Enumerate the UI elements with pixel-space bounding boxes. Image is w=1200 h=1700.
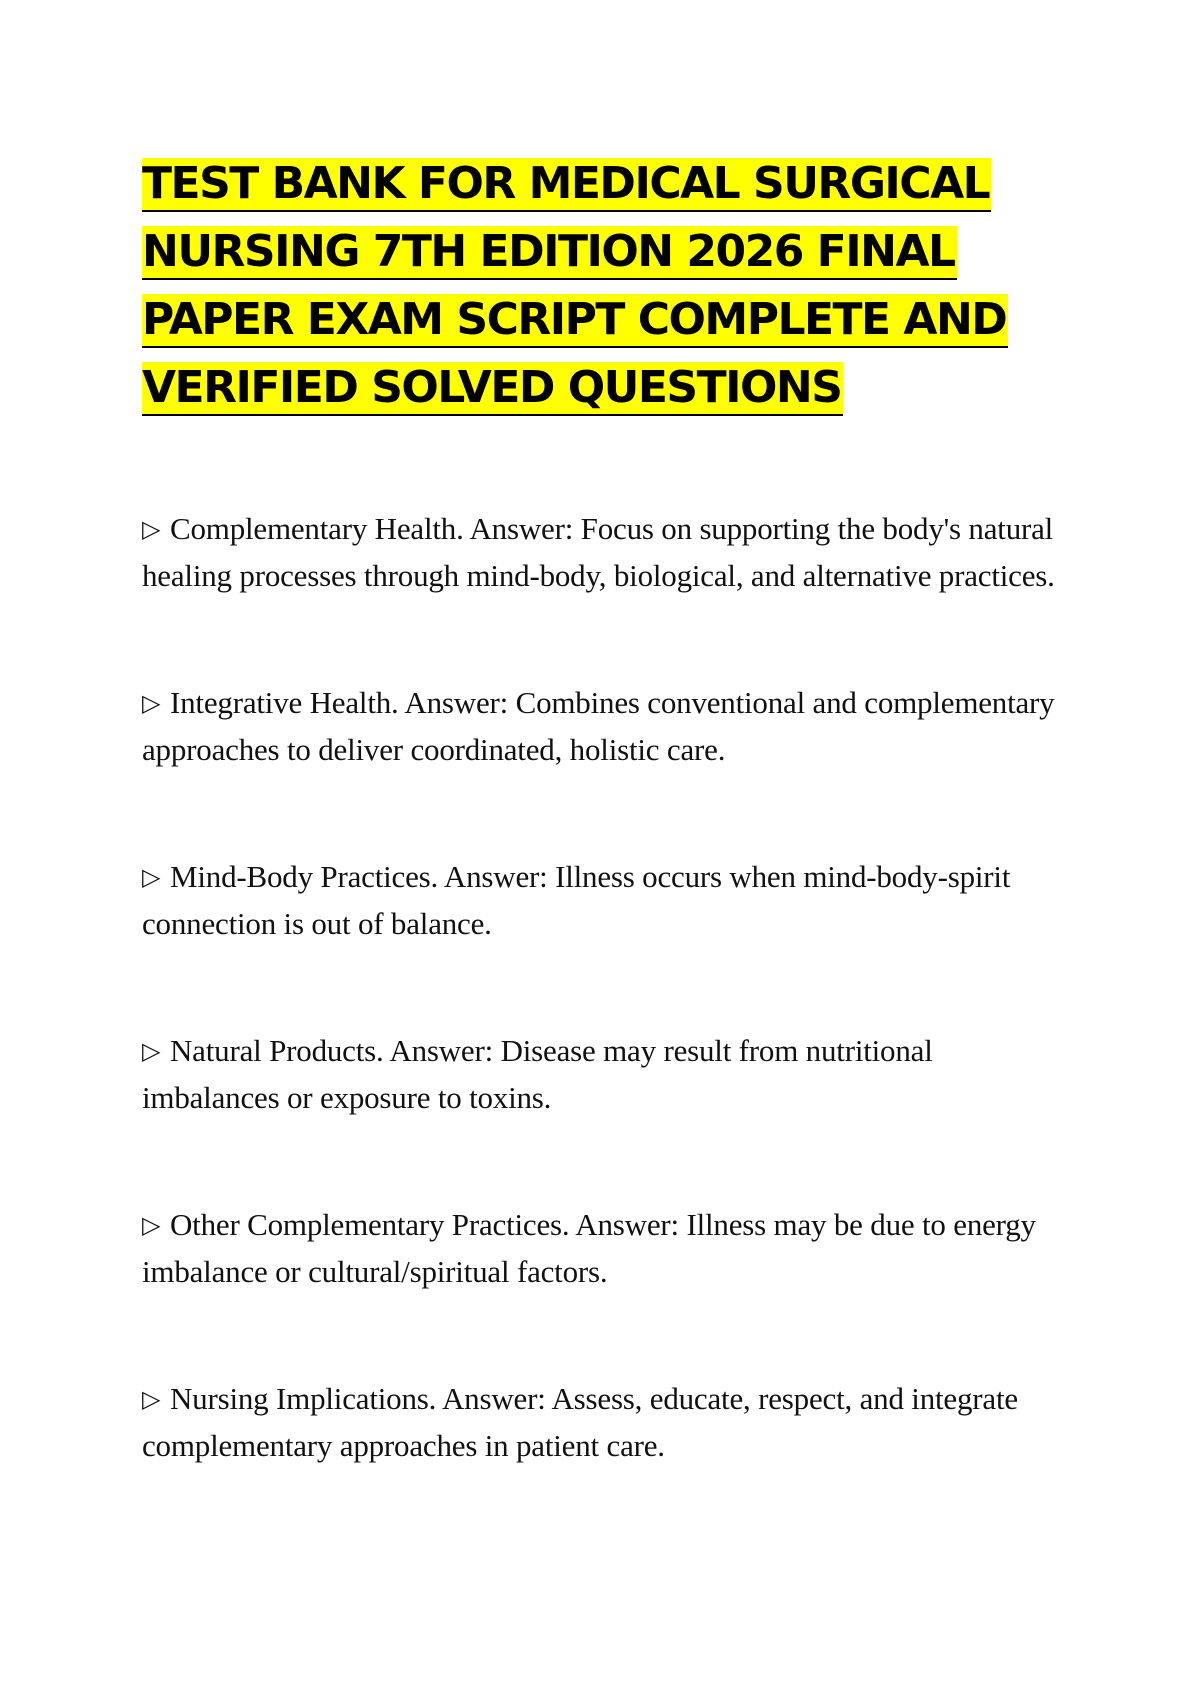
triangle-bullet-icon: ▷	[142, 691, 161, 717]
triangle-bullet-icon: ▷	[142, 1213, 161, 1239]
triangle-bullet-icon: ▷	[142, 865, 161, 891]
triangle-bullet-icon: ▷	[142, 517, 161, 543]
qa-entry-text: Mind-Body Practices. Answer: Illness occurs when mind-body-spirit connection is out of balance.	[142, 859, 1011, 941]
qa-list	[142, 506, 1062, 1550]
qa-entry-text: Complementary Health. Answer: Focus on supporting the body's natural healing processes through mind-body, biological, and alternative practices.	[142, 511, 1055, 593]
qa-entry	[142, 1376, 1062, 1550]
qa-entry	[142, 680, 1062, 854]
title-highlight: TEST BANK FOR MEDICAL SURGICAL NURSING 7TH EDITION 2026 FINAL PAPER EXAM SCRIPT COMPLETE AND VERIFIED SOLVED QUESTIONS	[142, 158, 1008, 416]
qa-entry	[142, 854, 1062, 1028]
triangle-bullet-icon: ▷	[142, 1387, 161, 1413]
qa-entry	[142, 1028, 1062, 1202]
qa-entry-text: Natural Products. Answer: Disease may result from nutritional imbalances or exposure to toxins.	[142, 1033, 933, 1115]
document-title	[142, 150, 1092, 422]
qa-entry-text: Nursing Implications. Answer: Assess, educate, respect, and integrate complementary approaches in patient care.	[142, 1381, 1018, 1463]
triangle-bullet-icon: ▷	[142, 1039, 161, 1065]
qa-entry	[142, 1202, 1062, 1376]
qa-entry	[142, 506, 1062, 680]
qa-entry-text: Integrative Health. Answer: Combines conventional and complementary approaches to deliver coordinated, holistic care.	[142, 685, 1055, 767]
qa-entry-text: Other Complementary Practices. Answer: Illness may be due to energy imbalance or cultural/spiritual factors.	[142, 1207, 1036, 1289]
